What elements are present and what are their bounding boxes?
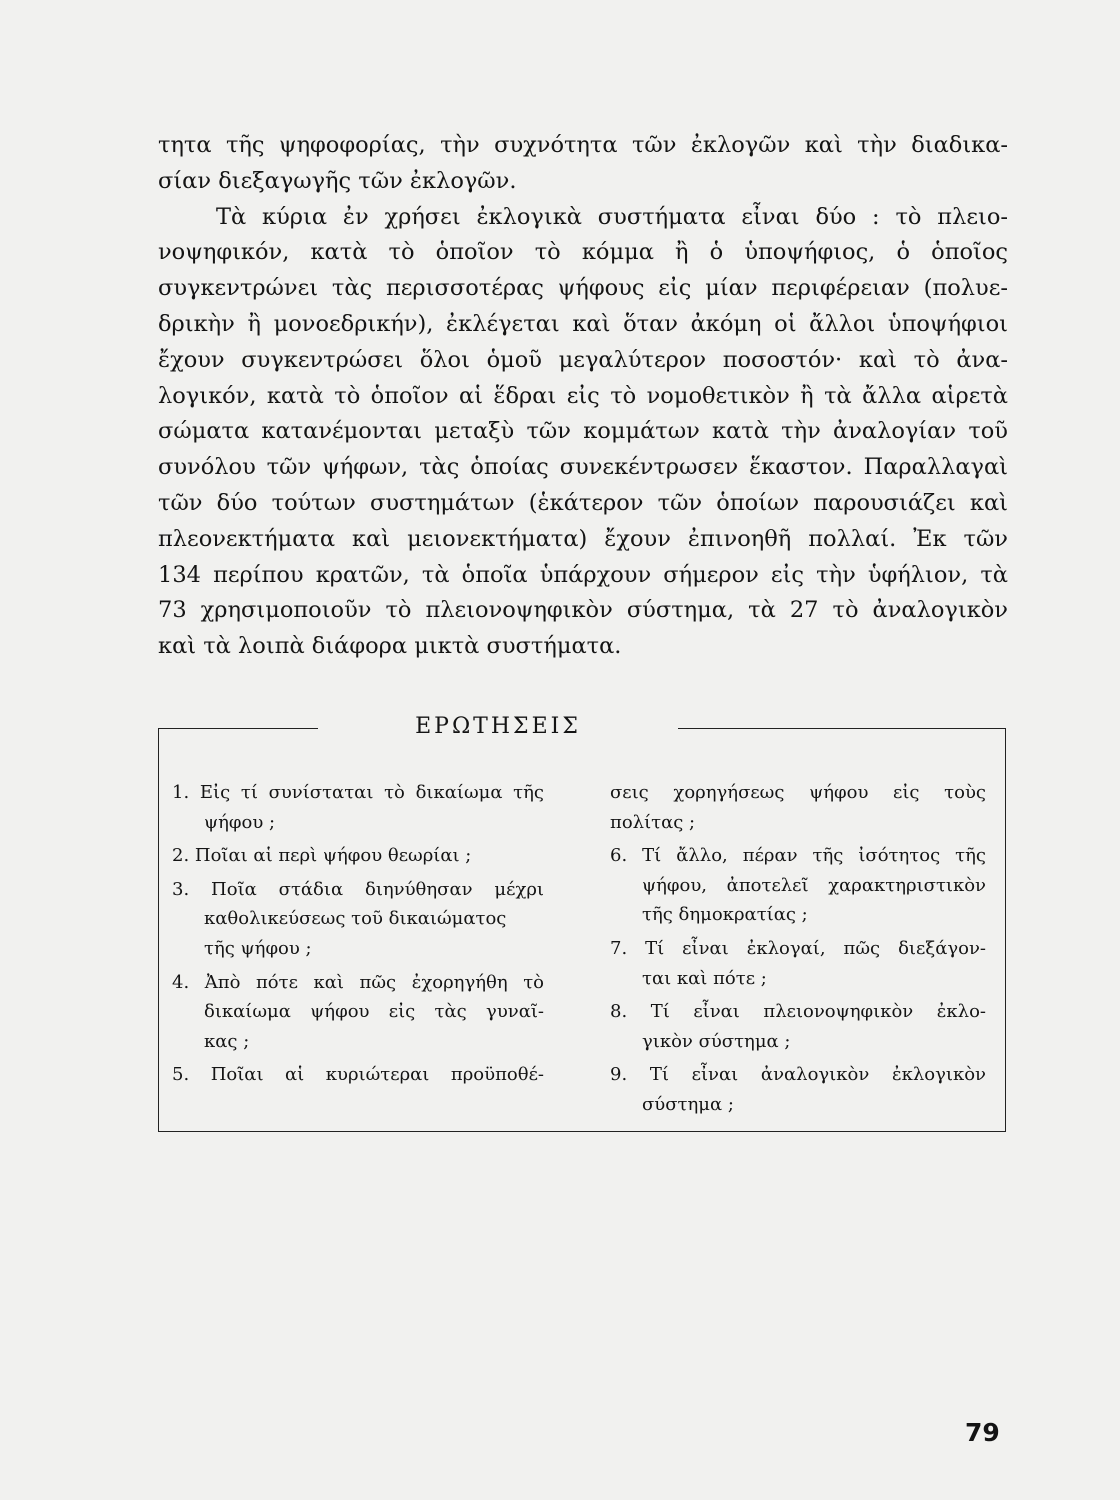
question-7 [610, 934, 986, 993]
paragraph-line: τητα τῆς ψηφοφορίας, τὴν συχνότητα τῶν ἐκλογῶν καὶ τὴν διαδικα- [158, 132, 1008, 158]
paragraph-line: νοψηφικόν, κατὰ τὸ ὁποῖον τὸ κόμμα ἢ ὁ ὑποψήφιος, ὁ ὁποῖος [158, 239, 1008, 266]
question-line: ται καὶ πότε ; [642, 967, 767, 989]
question-6 [610, 841, 986, 930]
question-line: ψήφου, ἀποτελεῖ χαρακτηριστικὸν [642, 874, 986, 896]
question-line: 9. Τί εἶναι ἀναλογικὸν ἐκλογικὸν [610, 1064, 986, 1086]
question-1 [172, 778, 544, 837]
question-line: καθολικεύσεως τοῦ δικαιώματος [204, 908, 507, 930]
paragraph-line: συνόλου τῶν ψήφων, τὰς ὁποίας συνεκέντρωσεν ἕκαστον. Παραλλαγαὶ [158, 454, 1008, 481]
paragraph-line: τῶν δύο τούτων συστημάτων (ἑκάτερον τῶν ὁποίων παρουσιάζει καὶ [158, 489, 1008, 516]
question-2 [172, 841, 544, 871]
question-line: τῆς δημοκρατίας ; [642, 904, 808, 926]
question-line: τῆς ψήφου ; [204, 937, 312, 959]
questions-title: ΕΡΩΤΗΣΕΙΣ [318, 709, 678, 745]
question-line: 8. Τί εἶναι πλειονοψηφικὸν ἐκλο- [610, 1001, 986, 1023]
questions-left-column [172, 778, 544, 1094]
paragraph-line: πλεονεκτήματα καὶ μειονεκτήματα) ἔχουν ἐπινοηθῆ πολλαί. Ἐκ τῶν [158, 525, 1008, 552]
paragraph-line: ἔχουν συγκεντρώσει ὅλοι ὁμοῦ μεγαλύτερον ποσοστόν· καὶ τὸ ἀνα- [158, 346, 1008, 373]
question-4 [172, 968, 544, 1057]
question-9 [610, 1060, 986, 1119]
question-line: 3. Ποῖα στάδια διηνύθησαν μέχρι [172, 878, 544, 900]
question-line: πολίτας ; [610, 811, 696, 833]
body-paragraph [158, 128, 1008, 665]
question-8 [610, 997, 986, 1056]
paragraph-line: 73 χρησιμοποιοῦν τὸ πλειονοψηφικὸν σύστημα, τὰ 27 τὸ ἀναλογικὸν [158, 597, 1008, 624]
question-line: 5. Ποῖαι αἱ κυριώτεραι προϋποθέ- [172, 1064, 544, 1086]
paragraph-line: σώματα κατανέμονται μεταξὺ τῶν κομμάτων κατὰ τὴν ἀναλογίαν τοῦ [158, 418, 1008, 445]
question-5-continued [610, 778, 986, 837]
paragraph-line: 134 περίπου κρατῶν, τὰ ὁποῖα ὑπάρχουν σήμερον εἰς τὴν ὑφήλιον, τὰ [158, 561, 1008, 588]
paragraph-line: λογικόν, κατὰ τὸ ὁποῖον αἱ ἕδραι εἰς τὸ νομοθετικὸν ἢ τὰ ἄλλα αἱρετὰ [158, 382, 1008, 409]
question-line: γικὸν σύστημα ; [642, 1030, 791, 1052]
questions-right-column [610, 778, 986, 1124]
question-line: 6. Τί ἄλλο, πέραν τῆς ἰσότητος τῆς [610, 845, 986, 867]
question-line: 2. Ποῖαι αἱ περὶ ψήφου θεωρίαι ; [172, 845, 472, 867]
paragraph-line: σίαν διεξαγωγῆς τῶν ἐκλογῶν. [158, 167, 517, 194]
question-line: 1. Εἰς τί συνίσταται τὸ δικαίωμα τῆς [172, 782, 544, 803]
paragraph-line: Τὰ κύρια ἐν χρήσει ἐκλογικὰ συστήματα εἶναι δύο : τὸ πλειο- [216, 203, 1008, 230]
question-line: σεις χορηγήσεως ψήφου εἰς τοὺς [610, 782, 986, 803]
question-line: 7. Τί εἶναι ἐκλογαί, πῶς διεξάγον- [610, 937, 986, 959]
paragraph-line: συγκεντρώνει τὰς περισσοτέρας ψήφους εἰς μίαν περιφέρειαν (πολυε- [158, 275, 1008, 302]
page-number: 79 [965, 1418, 1000, 1447]
question-line: ψήφου ; [204, 811, 276, 833]
question-5 [172, 1060, 544, 1090]
question-line: 4. Ἀπὸ πότε καὶ πῶς ἐχορηγήθη τὸ [172, 971, 544, 993]
question-line: δικαίωμα ψήφου εἰς τὰς γυναῖ- [204, 1001, 544, 1023]
question-line: κας ; [204, 1030, 250, 1052]
question-3 [172, 875, 544, 964]
paragraph-line: καὶ τὰ λοιπὰ διάφορα μικτὰ συστήματα. [158, 633, 622, 660]
question-line: σύστημα ; [642, 1093, 734, 1115]
paragraph-line: δρικὴν ἢ μονοεδρικήν), ἐκλέγεται καὶ ὅταν ἀκόμη οἱ ἄλλοι ὑποψήφιοι [158, 310, 1008, 337]
